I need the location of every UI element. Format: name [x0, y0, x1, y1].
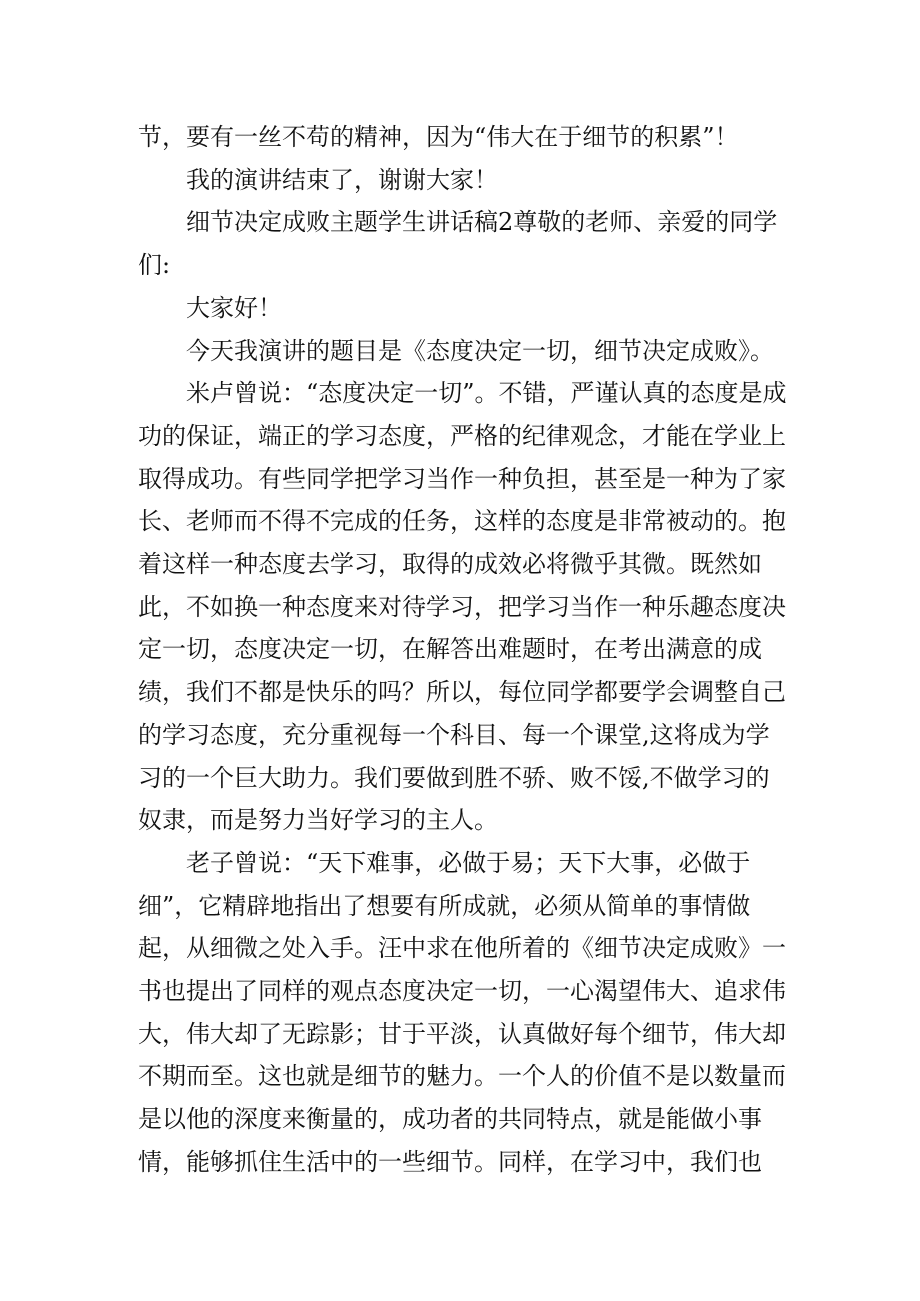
paragraph-3: 细节决定成败主题学生讲话稿2尊敬的老师、亲爱的同学们: [138, 208, 778, 280]
paragraph-4: 大家好！ [186, 293, 282, 322]
paragraph-6: 米卢曾说：“态度决定一切”。不错，严谨认真的态度是成功的保证，端正的学习态度，严格的纪律观念，才能在学业上取得成功。有些同学把学习当作一种负担，甚至是一种为了家长、老师而不得不完成的任务，这样的态度是非常被动的。抱着这样一种态度去学习，取得的成效必将微乎其微。既然如此，不如换一种态度来对待学习，把学习当作一种乐趣态度决定一切，态度决定一切，在解答出难题时，在考出满意的成绩，我们不都是快乐的吗？所以，每位同学都要学会调整自己的学习态度，充分重视每一个科目、每一个课堂,这将成为学习的一个巨大助力。我们要做到胜不骄、败不馁,不做学习的奴隶，而是努力当好学习的主人。 [138, 379, 787, 835]
paragraph-1: 节，要有一丝不苟的精神，因为“伟大在于细节的积累”！ [138, 123, 739, 151]
paragraph-2: 我的演讲结束了，谢谢大家！ [186, 165, 498, 194]
paragraph-7: 老子曾说：“天下难事，必做于易；天下大事，必做于细”，它精辟地指出了想要有所成就，必须从简单的事情做起，从细微之处入手。汪中求在他所着的《细节决定成败》一书也提出了同样的观点态度决定一切，一心渴望伟大、追求伟大，伟大却了无踪影；甘于平淡，认真做好每个细节，伟大却不期而至。这也就是细节的魅力。一个人的价值不是以数量而是以他的深度来衡量的，成功者的共同特点，就是能做小事情，能够抓住生活中的一些细节。同样，在学习中，我们也 [138, 848, 786, 1176]
paragraph-5: 今天我演讲的题目是《态度决定一切，细节决定成败》。 [186, 336, 774, 365]
speech-text-body [138, 116, 788, 1184]
